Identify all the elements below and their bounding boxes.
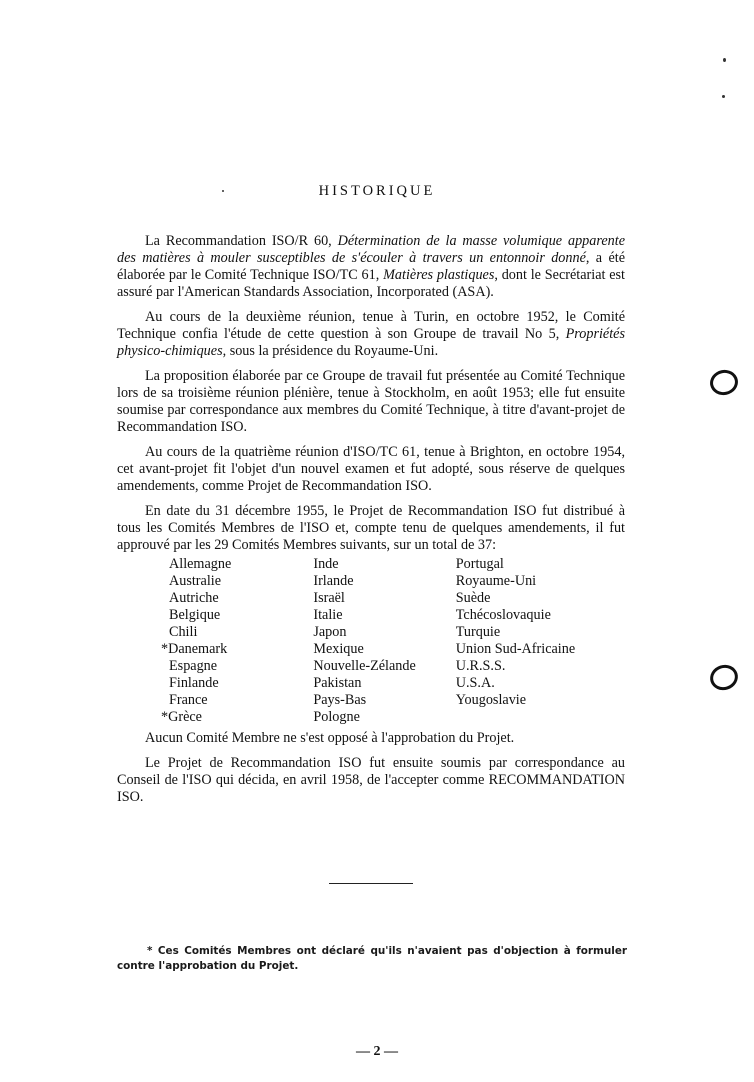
italic-text: Matières plastiques	[383, 267, 495, 283]
closing-paragraph-1: Aucun Comité Membre ne s'est opposé à l'approbation du Projet.	[145, 730, 515, 746]
member-item: Irlande	[313, 573, 354, 589]
member-item: *Danemark	[161, 641, 228, 657]
member-item: France	[169, 692, 208, 708]
member-item: Pologne	[313, 709, 360, 725]
member-item: Autriche	[169, 590, 219, 606]
text-run: , sous la présidence du Royaume-Uni.	[222, 343, 439, 359]
page-number: — 2 —	[356, 1044, 398, 1059]
binder-hole-icon	[707, 661, 741, 693]
scan-speck-icon	[222, 190, 224, 192]
member-item: Japon	[313, 624, 347, 640]
member-item: Chili	[169, 624, 198, 640]
paragraph-5	[117, 503, 625, 554]
member-item: Espagne	[169, 658, 218, 674]
italic-text: Propriétés physico-chimiques	[117, 326, 625, 359]
member-item: Portugal	[455, 556, 504, 572]
text-run: , a été élaborée par le Comité Technique ISO/TC 61,	[117, 250, 625, 283]
member-item: Pakistan	[313, 675, 362, 691]
text-run: La Recommandation ISO/R 60,	[145, 233, 338, 249]
text-run: La proposition élaborée par ce Groupe de travail fut présentée au Comité Technique lors de sa troisième réunion plénière, tenue à Stockholm, en août 1953; elle fut ensuite soumise par correspondance aux membres du Comité Technique, à titre d'avant-projet de Recommandation ISO.	[117, 368, 625, 435]
paragraph-2	[117, 309, 625, 360]
member-item: Israël	[313, 590, 345, 606]
page-title: HISTORIQUE	[318, 183, 436, 199]
italic-text: Détermination de la masse volumique apparente des matières à mouler susceptibles de s'écouler à travers un entonnoir donné	[117, 233, 625, 266]
member-item: Nouvelle-Zélande	[313, 658, 416, 674]
paragraph-4	[117, 444, 625, 495]
member-column-2	[313, 556, 455, 726]
text-run: En date du 31 décembre 1955, le Projet de Recommandation ISO fut distribué à tous les Comités Membres de l'ISO et, compte tenu de quelques amendements, il fut approuvé par les 29 Comités Membres suivants, sur un total de 37:	[117, 503, 625, 553]
member-column-3	[456, 556, 625, 726]
member-column-1	[161, 556, 313, 726]
member-item: Turquie	[455, 624, 501, 640]
member-item: U.S.A.	[455, 675, 495, 691]
member-item: U.R.S.S.	[455, 658, 506, 674]
member-item: Italie	[313, 607, 343, 623]
binder-hole-icon	[708, 367, 741, 397]
member-item: Suède	[455, 590, 491, 606]
member-item: Inde	[313, 556, 339, 572]
member-item: Australie	[169, 573, 222, 589]
footnote: * Ces Comités Membres ont déclaré qu'ils n'avaient pas d'objection à formuler contre l'approbation du Projet.	[117, 945, 627, 972]
member-item: Yougoslavie	[455, 692, 527, 708]
text-run: , dont le Secrétariat est assuré par l'American Standards Association, Incorporated (ASA).	[117, 267, 625, 300]
member-list	[161, 556, 625, 726]
member-item: Belgique	[169, 607, 221, 623]
separator-rule	[329, 883, 413, 884]
member-item: Union Sud-Africaine	[455, 641, 576, 657]
closing-paragraph-2: Le Projet de Recommandation ISO fut ensuite soumis par correspondance au Conseil de l'ISO qui décida, en avril 1958, de l'accepter comme RECOMMANDATION ISO.	[117, 755, 625, 805]
member-item: Mexique	[313, 641, 364, 657]
scan-speck-icon	[722, 95, 725, 98]
member-item: Allemagne	[169, 556, 232, 572]
member-item: *Grèce	[161, 709, 202, 725]
member-item: Pays-Bas	[313, 692, 367, 708]
paragraph-3	[117, 368, 625, 436]
member-item: Royaume-Uni	[455, 573, 537, 589]
member-item: Finlande	[169, 675, 219, 691]
member-item: Tchécoslovaquie	[455, 607, 551, 623]
document-body	[117, 233, 625, 814]
paragraph-1	[117, 233, 625, 301]
text-run: Au cours de la deuxième réunion, tenue à Turin, en octobre 1952, le Comité Technique confia l'étude de cette question à son Groupe de travail No 5,	[117, 309, 625, 342]
scan-speck-icon	[723, 58, 726, 62]
text-run: Au cours de la quatrième réunion d'ISO/TC 61, tenue à Brighton, en octobre 1954, cet avant-projet fit l'objet d'un nouvel examen et fut adopté, sous réserve de quelques amendements, comme Projet de Recommandation ISO.	[117, 444, 625, 494]
